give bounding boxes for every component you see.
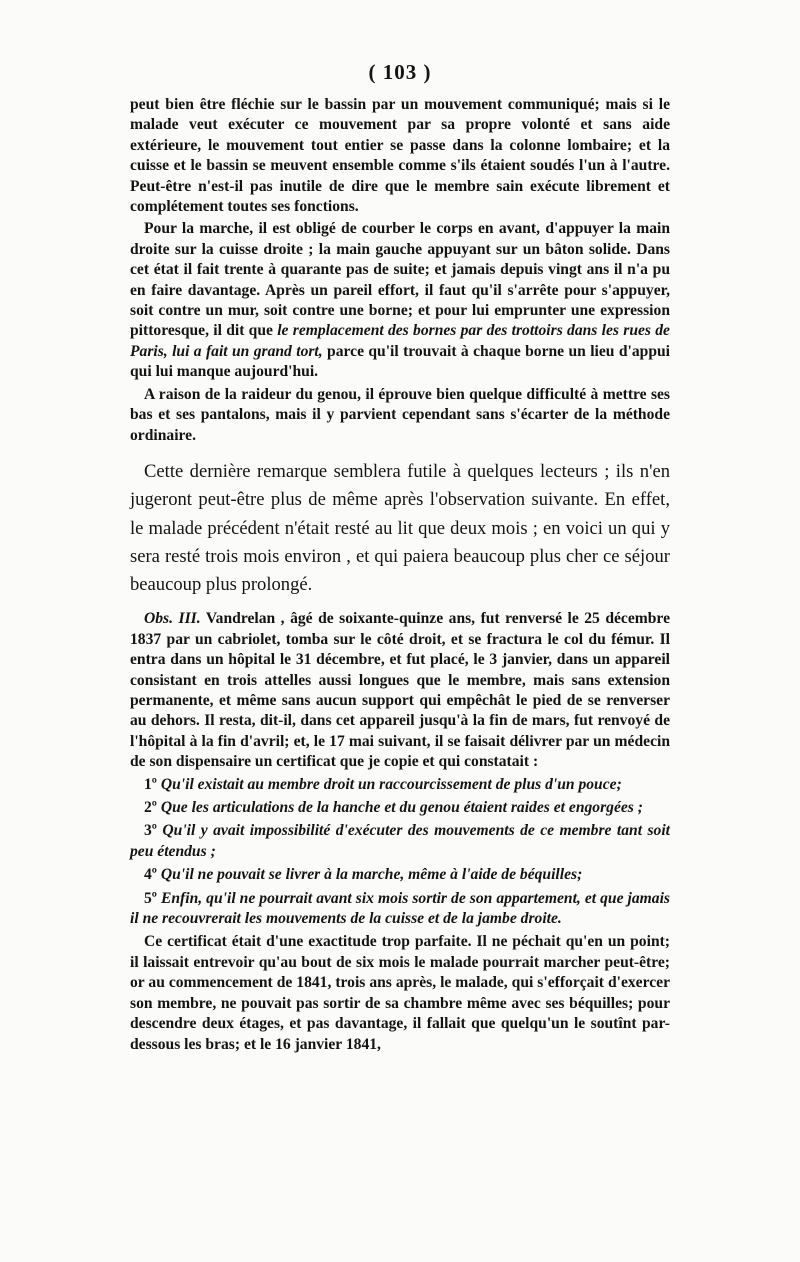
certificate-item-number: 2º xyxy=(144,799,161,817)
paragraph-walking-text-b: parce qu'il trouvait à chaque borne un lieu d'appui qui lui manque aujourd'hui. xyxy=(130,342,670,381)
certificate-item-number: 3º xyxy=(144,822,163,840)
certificate-item-5 xyxy=(130,889,670,930)
certificate-item-text: Qu'il existait au membre droit un raccourcissement de plus d'un pouce; xyxy=(160,775,622,793)
certificate-list xyxy=(130,775,670,930)
paragraph-walking-quote: le remplacement des bornes par des trottoirs dans les rues de Paris, lui a fait un grand tort, xyxy=(130,322,670,360)
certificate-item-3 xyxy=(130,821,670,862)
paragraph-walking-text-a: Pour la marche, il est obligé de courber le corps en avant, d'appuyer la main droite sur la cuisse droite ; la main gauche appuyant sur un bâton solide. Dans cet état il fait trente à quarante pas de suite; et jamais depuis vingt ans il n'a pu en faire davantage. Après un pareil effort, il faut qu'il s'arrête pour s'appuyer, soit contre un mur, soit contre une borne; et pour lui emprunter une expression pittoresque, il dit que xyxy=(130,220,670,340)
certificate-item-number: 5º xyxy=(144,889,161,907)
certificate-item-4 xyxy=(130,865,670,885)
observation-text: Vandrelan , âgé de soixante-quinze ans, fut renversé le 25 décembre 1837 par un cabriolet, tomba sur le côté droit, et se fractura le col du fémur. Il entra dans un hôpital le 31 décembre, et fut placé, le 3 janvier, dans un appareil consistant en trois attelles aussi longues que le membre, mais sans extension permanente, et même sans aucun support qui empêchât le pied de se renverser au dehors. Il resta, dit-il, dans cet appareil jusqu'à la fin de mars, fut renvoyé de l'hôpital à la fin d'avril; et, le 17 mai suivant, il se faisait délivrer par un médecin de son dispensaire un certificat que je copie et qui constatait : xyxy=(130,610,670,771)
certificate-item-1 xyxy=(130,775,670,795)
page-number: ( 103 ) xyxy=(368,60,432,84)
paragraph-observation xyxy=(130,609,670,772)
paragraph-certificate-outcome: Ce certificat était d'une exactitude trop parfaite. Il ne péchait qu'en un point; il laissait entrevoir qu'au bout de six mois le malade pourrait marcher peut-être; or au commencement de 1841, trois ans après, le malade, qui s'efforçait d'exercer son membre, ne pouvait pas sortir de sa chambre même avec ses béquilles; pour descendre deux étages, et pas davantage, il fallait que quelqu'un le soutînt par-dessous les bras; et le 16 janvier 1841, xyxy=(130,933,670,1053)
observation-label: Obs. III. xyxy=(144,610,201,628)
paragraph-remark: Cette dernière remarque semblera futile à quelques lecteurs ; ils n'en jugeront peut-être plus de même après l'observation suivante. En effet, le malade précédent n'était resté au lit que deux mois ; en voici un qui y sera resté trois mois environ , et qui paiera beaucoup plus cher ce séjour beaucoup plus prolongé. xyxy=(130,460,670,596)
certificate-item-text: Enfin, qu'il ne pourrait avant six mois sortir de son appartement, et que jamais il ne recouvrerait les mouvements de la cuisse et de la jambe droite. xyxy=(130,889,671,928)
paragraph-knee: A raison de la raideur du genou, il éprouve bien quelque difficulté à mettre ses bas et ses pantalons, mais il y parvient cependant sans s'écarter de la méthode ordinaire. xyxy=(130,385,670,444)
certificate-item-text: Que les articulations de la hanche et du genou étaient raides et engorgées ; xyxy=(160,799,643,817)
certificate-item-2 xyxy=(130,798,670,818)
certificate-item-number: 1º xyxy=(144,775,161,793)
certificate-item-text: Qu'il y avait impossibilité d'exécuter des mouvements de ce membre tant soit peu étendus ; xyxy=(130,822,671,860)
certificate-item-number: 4º xyxy=(144,866,161,884)
certificate-item-text: Qu'il ne pouvait se livrer à la marche, même à l'aide de béquilles; xyxy=(160,866,583,884)
paragraph-walking xyxy=(130,219,670,382)
paragraph-continued: peut bien être fléchie sur le bassin par un mouvement communiqué; mais si le malade veut exécuter ce mouvement par sa propre volonté et sans aide extérieure, le mouvement tout entier se passe dans la colonne lombaire; et la cuisse et le bassin se meuvent ensemble comme s'ils étaient soudés l'un à l'autre. Peut-être n'est-il pas inutile de dire que le membre sain exécute librement et complétement toutes ses fonctions. xyxy=(130,96,670,216)
